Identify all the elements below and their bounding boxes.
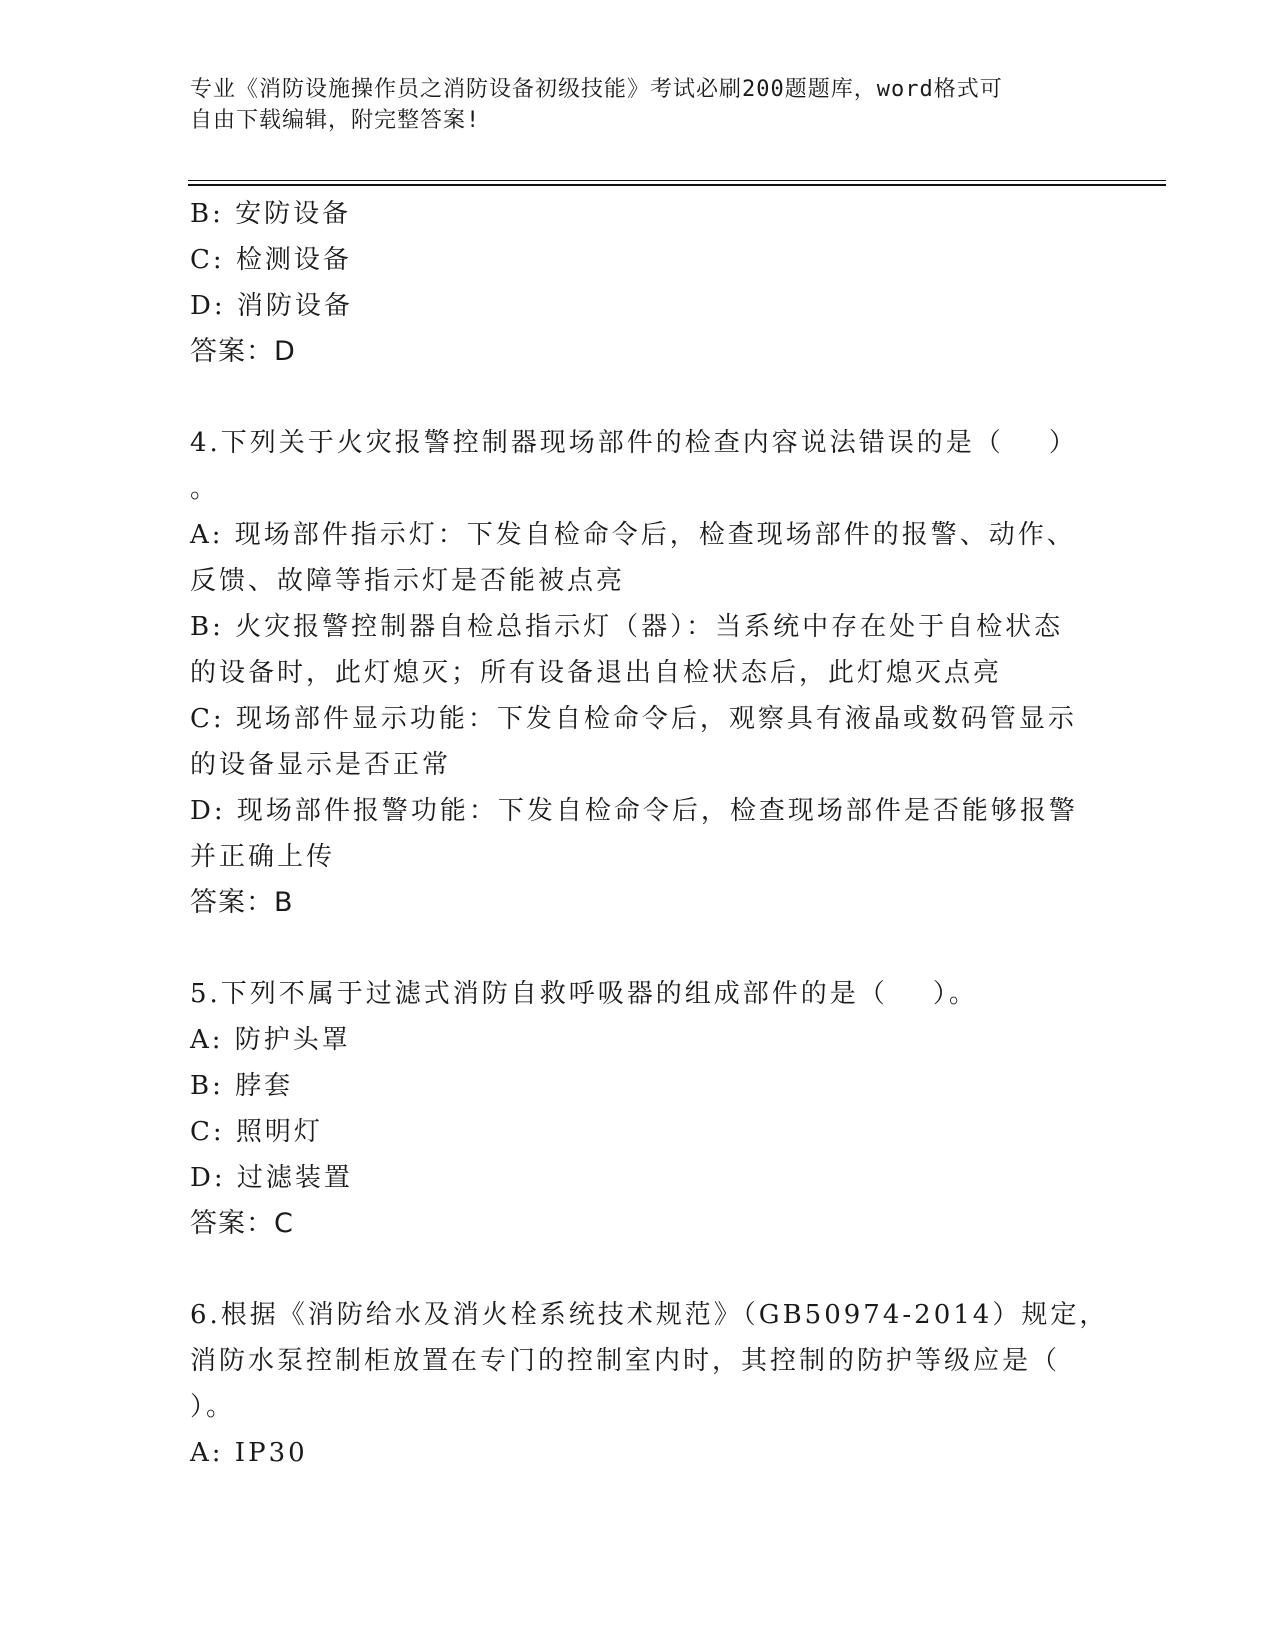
q4-option-c-line-2: 的设备显示是否正常: [190, 750, 452, 780]
document-header: [190, 74, 1090, 136]
q6-stem-line-3: ）。: [190, 1392, 236, 1422]
q5-stem: 5.下列不属于过滤式消防自救呼吸器的组成部件的是（ ）。: [190, 979, 978, 1009]
header-rule-thick: [188, 184, 1166, 186]
header-line-2: 自由下载编辑，附完整答案!: [190, 108, 481, 133]
q4-option-a-line-2: 反馈、故障等指示灯是否能被点亮: [190, 566, 626, 596]
spacer: [190, 1247, 1090, 1292]
q3-option-c: C: 检测设备: [190, 245, 352, 275]
spacer: [190, 926, 1090, 971]
header-rule-thin: [188, 180, 1166, 181]
q6-stem-line-2: 消防水泵控制柜放置在专门的控制室内时，其控制的防护等级应是（: [190, 1346, 1061, 1376]
q6-option-a: A: IP30: [190, 1438, 308, 1468]
q5-option-a: A: 防护头罩: [190, 1025, 351, 1055]
spacer: [190, 375, 1090, 420]
q4-option-a-line-1: A: 现场部件指示灯：下发自检命令后，检查现场部件的报警、动作、: [190, 520, 1076, 550]
q5-answer: 答案：C: [190, 1208, 294, 1239]
q4-option-d-line-2: 并正确上传: [190, 842, 336, 872]
q3-answer: 答案：D: [190, 336, 296, 367]
q4-option-b-line-1: B: 火灾报警控制器自检总指示灯（器）：当系统中存在处于自检状态: [190, 612, 1064, 642]
q5-option-c: C: 照明灯: [190, 1117, 323, 1147]
q4-option-b-line-2: 的设备时，此灯熄灭；所有设备退出自检状态后，此灯熄灭点亮: [190, 658, 1003, 688]
q3-option-b: B: 安防设备: [190, 199, 352, 229]
q4-stem-line-1: 4.下列关于火灾报警控制器现场部件的检查内容说法错误的是（ ）: [190, 428, 1078, 458]
header-line-1: 专业《消防设施操作员之消防设备初级技能》考试必刷200题题库，word格式可: [190, 77, 1003, 102]
q5-option-d: D: 过滤装置: [190, 1163, 353, 1193]
document-body: [190, 191, 1109, 1476]
q3-option-d: D: 消防设备: [190, 291, 353, 321]
q6-stem-line-1: 6.根据《消防给水及消火栓系统技术规范》（GB50974-2014）规定，: [190, 1300, 1109, 1330]
q4-answer: 答案：B: [190, 887, 294, 918]
q4-option-c-line-1: C: 现场部件显示功能：下发自检命令后，观察具有液晶或数码管显示: [190, 704, 1077, 734]
q5-option-b: B: 脖套: [190, 1071, 294, 1101]
q4-stem-line-2: 。: [190, 474, 220, 504]
q4-option-d-line-1: D: 现场部件报警功能：下发自检命令后，检查现场部件是否能够报警: [190, 796, 1078, 826]
